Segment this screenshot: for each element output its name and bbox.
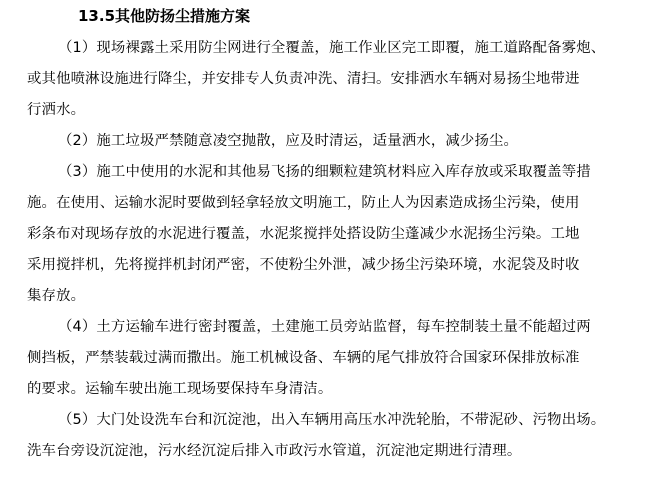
- paragraph-3-line-5: 集存放。: [27, 288, 86, 304]
- paragraph-1-line-1: （1）现场裸露土采用防尘网进行全覆盖，施工作业区完工即覆，施工道路配备雾炮、: [58, 40, 606, 56]
- paragraph-3-line-3: 彩条布对现场存放的水泥进行覆盖，水泥浆搅拌处搭设防尘蓬减少水泥扬尘污染。工地: [27, 226, 580, 242]
- paragraph-5-line-1: （5）大门处设洗车台和沉淀池，出入车辆用高压水冲洗轮胎，不带泥砂、污物出场。: [58, 412, 606, 428]
- paragraph-1-line-2: 或其他喷淋设施进行降尘，并安排专人负责冲洗、清扫。安排洒水车辆对易扬尘地带进: [27, 71, 580, 87]
- paragraph-3-line-1: （3）施工中使用的水泥和其他易飞扬的细颗粒建筑材料应入库存放或采取覆盖等措: [58, 164, 591, 180]
- paragraph-4-line-2: 侧挡板，严禁装载过满而撒出。施工机械设备、车辆的尾气排放符合国家环保排放标准: [27, 350, 580, 366]
- section-title: 其他防扬尘措施方案: [115, 7, 251, 25]
- paragraph-4-line-1: （4）土方运输车进行密封覆盖，土建施工员旁站监督，每车控制装土量不能超过两: [58, 319, 591, 335]
- paragraph-3-line-2: 施。在使用、运输水泥时要做到轻拿轻放文明施工，防止人为因素造成扬尘污染，使用: [27, 195, 580, 211]
- section-heading: [78, 5, 250, 27]
- section-number: 13.5: [78, 7, 116, 25]
- paragraph-4-line-3: 的要求。运输车驶出施工现场要保持车身清洁。: [27, 381, 333, 397]
- paragraph-5-line-2: 洗车台旁设沉淀池，污水经沉淀后排入市政污水管道，沉淀池定期进行清理。: [27, 443, 522, 459]
- paragraph-1-line-3: 行洒水。: [27, 102, 86, 118]
- paragraph-3-line-4: 采用搅拌机，先将搅拌机封闭严密，不使粉尘外泄，减少扬尘污染环境，水泥袋及时收: [27, 257, 580, 273]
- paragraph-2-line-1: （2）施工垃圾严禁随意凌空抛散，应及时清运，适量洒水，减少扬尘。: [58, 133, 519, 149]
